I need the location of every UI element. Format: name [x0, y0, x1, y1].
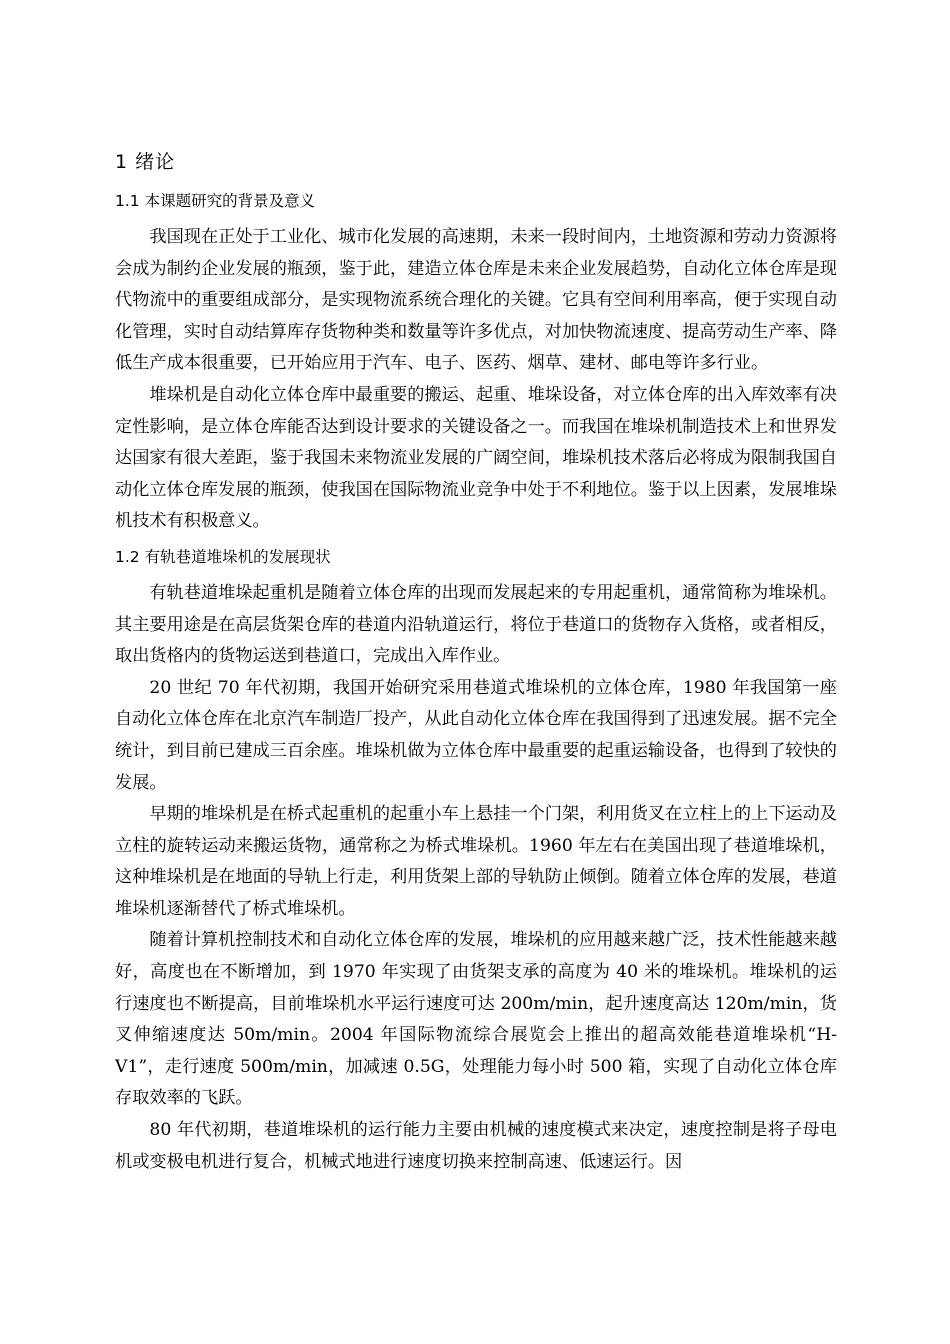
paragraph: 80 年代初期，巷道堆垛机的运行能力主要由机械的速度模式来决定，速度控制是将子母电机或变极电机进行复合，机械式地进行速度切换来控制高速、低速运行。因 [115, 1120, 837, 1172]
chapter-title: 1 绪论 [115, 151, 176, 173]
section-title-1-2: 1.2 有轨巷道堆垛机的发展现状 [115, 547, 331, 566]
paragraph: 有轨巷道堆垛起重机是随着立体仓库的出现而发展起来的专用起重机，通常简称为堆垛机。其主要用途是在高层货架仓库的巷道内沿轨道运行，将位于巷道口的货物存入货格，或者相反，取出货格内的货物运送到巷道口，完成出入库作业。 [115, 582, 837, 667]
paragraph: 我国现在正处于工业化、城市化发展的高速期，未来一段时间内，土地资源和劳动力资源将会成为制约企业发展的瓶颈，鉴于此，建造立体仓库是未来企业发展趋势，自动化立体仓库是现代物流中的重要组成部分，是实现物流系统合理化的关键。它具有空间利用率高，便于实现自动化管理，实时自动结算库存货物种类和数量等许多优点，对加快物流速度、提高劳动生产率、降低生产成本很重要，已开始应用于汽车、电子、医药、烟草、建材、邮电等许多行业。 [115, 227, 837, 374]
paragraph: 早期的堆垛机是在桥式起重机的起重小车上悬挂一个门架，利用货叉在立柱上的上下运动及立柱的旋转运动来搬运货物，通常称之为桥式堆垛机。1960 年左右在美国出现了巷道堆垛机，这种堆垛机是在地面的导轨上行走，利用货架上部的导轨防止倾倒。随着立体仓库的发展，巷道堆垛机逐渐替代了桥式堆垛机。 [115, 804, 837, 919]
paragraph: 堆垛机是自动化立体仓库中最重要的搬运、起重、堆垛设备，对立体仓库的出入库效率有决定性影响，是立体仓库能否达到设计要求的关键设备之一。而我国在堆垛机制造技术上和世界发达国家有很大差距，鉴于我国未来物流业发展的广阔空间，堆垛机技术落后必将成为限制我国自动化立体仓库发展的瓶颈，使我国在国际物流业竞争中处于不利地位。鉴于以上因素，发展堆垛机技术有积极意义。 [115, 384, 837, 532]
paragraph: 20 世纪 70 年代初期，我国开始研究采用巷道式堆垛机的立体仓库，1980 年我国第一座自动化立体仓库在北京汽车制造厂投产，从此自动化立体仓库在我国得到了迅速发展。据不完全统计，到目前已建成三百余座。堆垛机做为立体仓库中最重要的起重运输设备，也得到了较快的发展。 [115, 677, 837, 793]
paragraph: 随着计算机控制技术和自动化立体仓库的发展，堆垛机的应用越来越广泛，技术性能越来越好，高度也在不断增加，到 1970 年实现了由货架支承的高度为 40 米的堆垛机。堆垛机的运行速度也不断提高，目前堆垛机水平运行速度可达 200m/min，起升速度高达 120m/min，货叉伸缩速度达 50m/min。2004 年国际物流综合展览会上推出的超高效能巷道堆垛机“H-V1”，走行速度 500m/min，加减速 0.5G，处理能力每小时 500 箱，实现了自动化立体仓库存取效率的飞跃。 [115, 930, 837, 1109]
section-title-1-1: 1.1 本课题研究的背景及意义 [115, 192, 316, 210]
document-page [115, 147, 837, 1178]
